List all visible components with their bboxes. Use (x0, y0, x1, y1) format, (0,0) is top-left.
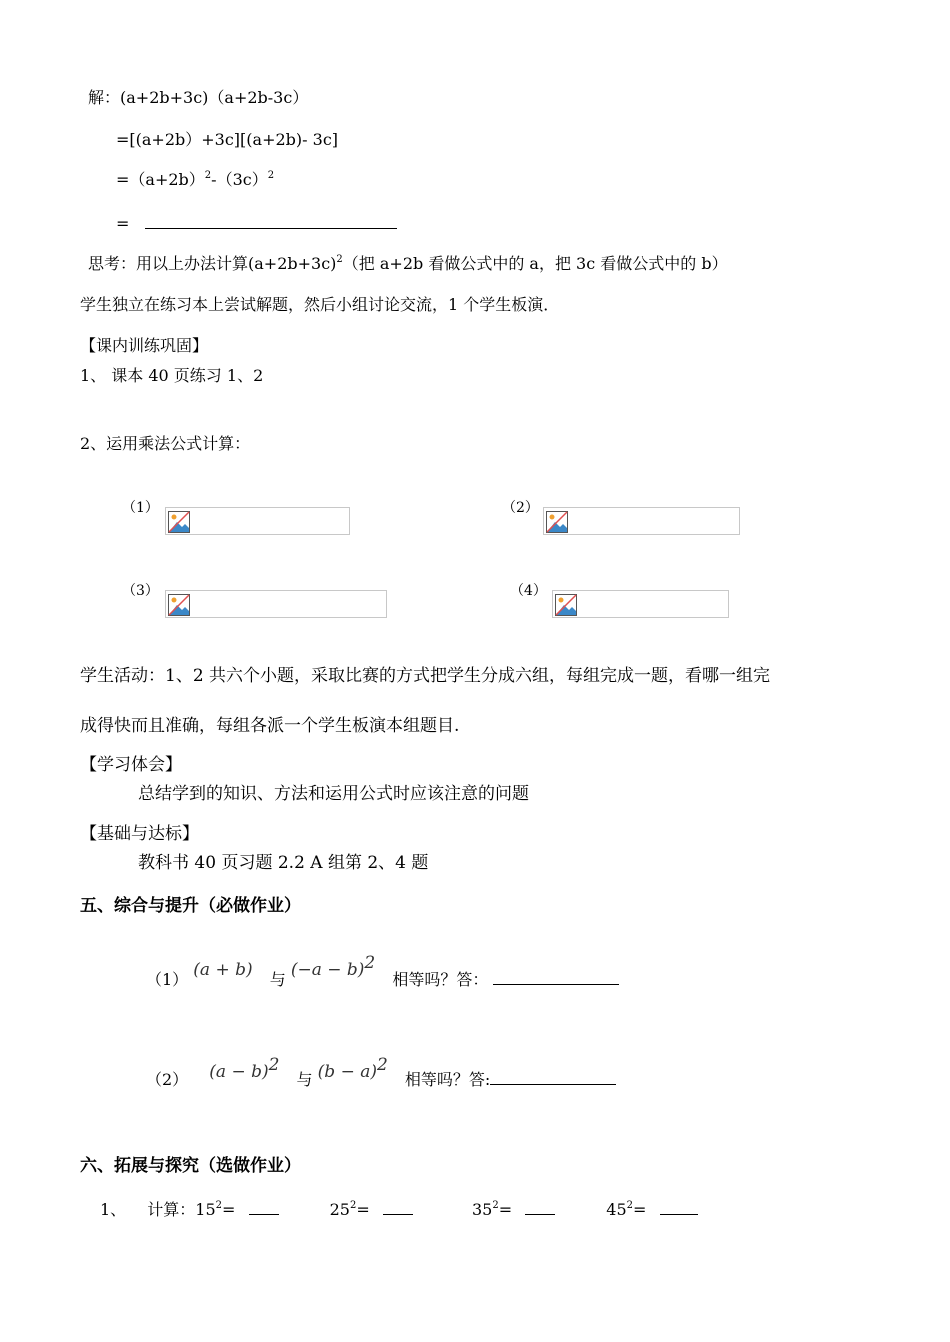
problem-label-1: （1） (122, 500, 159, 516)
exponent: 2 (377, 1055, 388, 1075)
practice-item-1: 1、 课本 40 页练习 1、2 (80, 366, 264, 385)
problem-label-3: （3） (122, 583, 159, 599)
term-base: 25 (329, 1200, 350, 1219)
equals-sign: = (116, 214, 130, 233)
answer-blank[interactable] (145, 212, 397, 229)
section-6-item-1 (100, 1198, 698, 1219)
broken-image-icon (546, 511, 568, 533)
student-try-text: 学生独立在练习本上尝试解题，然后小组讨论交流，1 个学生板演． (80, 295, 560, 314)
term-base: 35 (471, 1200, 493, 1219)
broken-image-icon (168, 511, 190, 533)
reflect-title: 【学习体会】 (80, 755, 182, 775)
equals-sign: = (498, 1200, 513, 1219)
answer-blank[interactable] (383, 1198, 413, 1215)
math-expression: (a − b) (209, 1062, 269, 1082)
solution-line-2: =[(a+2b）+3c][(a+2b)- 3c] (116, 130, 339, 149)
connector-text: 与 (269, 970, 286, 989)
calc-term-3 (472, 1200, 512, 1219)
broken-image-icon (168, 594, 190, 616)
activity-line-2: 成得快而且准确，每组各派一个学生板演本组题目. (80, 716, 460, 736)
solution-line-4 (116, 212, 397, 233)
question-label: （1） (146, 970, 189, 989)
exponent: 2 (268, 1055, 280, 1075)
question-tail: 相等吗？答: (404, 1070, 491, 1089)
question-label: （2） (146, 1070, 189, 1089)
reflect-body: 总结学到的知识、方法和运用公式时应该注意的问题 (138, 784, 529, 804)
section-5-question-2 (146, 1055, 616, 1090)
broken-image-icon (555, 594, 577, 616)
section-6-title: 六、拓展与探究（选做作业） (80, 1156, 301, 1176)
solution-line-3-part-b: -（3c） (211, 170, 268, 189)
exponent: 2 (336, 254, 343, 265)
exponent: 2 (204, 170, 212, 181)
exponent: 2 (626, 1200, 634, 1211)
exponent: 2 (364, 953, 376, 973)
solution-line-1: 解：(a+2b+3c)（a+2b-3c） (88, 88, 309, 107)
answer-blank[interactable] (525, 1198, 555, 1215)
equals-sign: = (222, 1200, 236, 1219)
calc-term-4 (606, 1200, 646, 1219)
practice-title: 【课内训练巩固】 (80, 336, 209, 355)
problem-label-4: （4） (510, 583, 547, 599)
math-expression: (−a − b) (290, 960, 365, 980)
math-expression: (b − a) (317, 1062, 377, 1082)
practice-item-2: 2、运用乘法公式计算： (80, 434, 251, 453)
answer-blank[interactable] (490, 1068, 616, 1085)
exponent: 2 (492, 1200, 499, 1211)
equals-sign: = (633, 1200, 647, 1219)
calc-term-1 (195, 1200, 235, 1219)
section-5-title: 五、综合与提升（必做作业） (80, 896, 301, 916)
equals-sign: = (356, 1200, 370, 1219)
solution-line-3 (116, 170, 274, 189)
term-base: 15 (195, 1200, 216, 1219)
solution-line-3-part-a: =（a+2b） (116, 170, 205, 189)
item-label: 1、 (100, 1200, 127, 1219)
think-suffix: （把 a+2b 看做公式中的 a，把 3c 看做公式中的 b） (342, 254, 728, 273)
problem-image-3 (165, 590, 387, 618)
problem-image-1 (165, 507, 350, 535)
problem-label-2: （2） (502, 500, 539, 516)
math-expression: (a + b) (193, 960, 253, 980)
exponent: 2 (349, 1200, 357, 1211)
term-base: 45 (606, 1200, 627, 1219)
activity-line-1: 学生活动：1、2 共六个小题，采取比赛的方式把学生分成六组，每组完成一题，看哪一组完 (80, 666, 771, 686)
answer-blank[interactable] (660, 1198, 698, 1215)
answer-blank[interactable] (249, 1198, 279, 1215)
section-5-question-1 (146, 953, 619, 990)
calc-prefix: 计算： (147, 1200, 196, 1219)
exponent: 2 (267, 170, 275, 181)
exponent: 2 (215, 1200, 223, 1211)
answer-blank[interactable] (493, 968, 619, 985)
basic-body: 教科书 40 页习题 2.2 A 组第 2、4 题 (138, 853, 429, 873)
problem-image-2 (543, 507, 740, 535)
think-prefix: 思考：用以上办法计算(a+2b+3c) (88, 254, 337, 273)
connector-text: 与 (296, 1070, 313, 1089)
question-tail: 相等吗？答： (392, 970, 489, 989)
problem-image-4 (552, 590, 729, 618)
basic-title: 【基础与达标】 (80, 824, 199, 844)
think-line (88, 254, 728, 273)
calc-term-2 (330, 1200, 370, 1219)
